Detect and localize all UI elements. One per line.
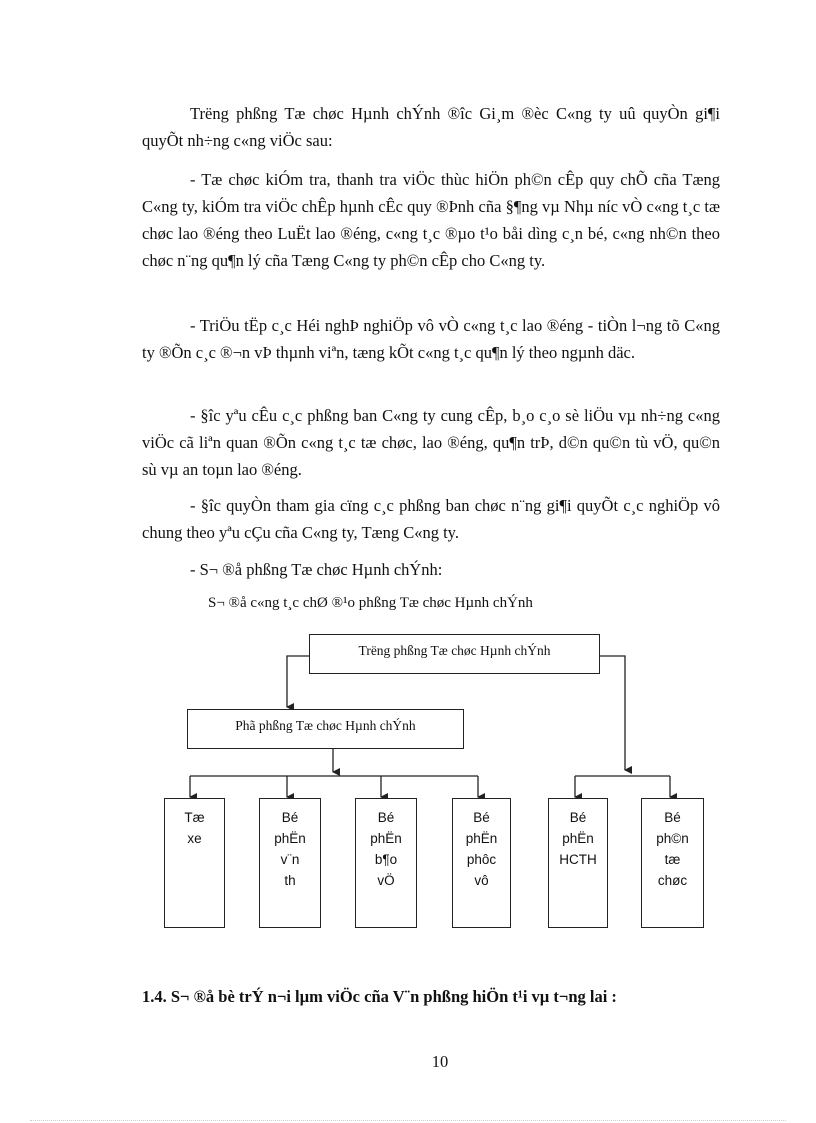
org-box-deputy [187, 709, 464, 749]
leaf-line: phôc [466, 852, 497, 867]
leaf-line: Bé [473, 810, 490, 825]
leaf-line: ph©n [656, 831, 689, 846]
leaf-line: vô [474, 873, 489, 888]
leaf-line: Bé [664, 810, 681, 825]
section-heading: 1.4. S¬ ®å bè trÝ n¬i lµm viÖc cña V¨n phßng hiÖn t¹i vµ t¬ng lai : [142, 987, 617, 1006]
paragraph-conferences: - TriÖu tËp c¸c Héi nghÞ nghiÖp vô vÒ c«ng t¸c lao ®éng - tiÒn l¬ng tõ C«ng ty ®Õn c¸c ®¬n vÞ thµnh viªn, tæng kÕt c«ng t¸c qu¶n lý theo ngµnh däc. [142, 316, 720, 362]
leaf-line: Tæ [184, 810, 205, 825]
leaf-line: Bé [377, 810, 395, 825]
org-box-deputy-label: Phã phßng Tæ chøc Hµnh chÝnh [235, 718, 416, 733]
org-leaf-hcth [548, 798, 608, 928]
leaf-line: Bé [569, 810, 587, 825]
leaf-line: HCTH [559, 852, 597, 867]
org-box-head-label: Trëng phßng Tæ chøc Hµnh chÝnh [358, 643, 551, 658]
paragraph-delegation: Trëng phßng Tæ chøc Hµnh chÝnh ®îc Gi¸m ®èc C«ng ty uû quyÒn gi¶i quyÕt nh÷ng c«ng viÖc sau: [142, 104, 720, 150]
org-leaf-service [452, 798, 511, 928]
paragraph-requests: - §îc yªu cÊu c¸c phßng ban C«ng ty cung cÊp, b¸o c¸o sè liÖu vµ nh÷ng c«ng viÖc cã liªn quan ®Õn c«ng t¸c tæ chøc, lao ®éng, qu¶n trÞ, d©n qu©n tù vÖ, qu©n sù vµ an toµn lao ®éng. [142, 406, 720, 479]
leaf-line: phËn [562, 831, 594, 846]
leaf-line: chøc [657, 873, 688, 888]
leaf-line: xe [187, 831, 202, 846]
leaf-line: phËn [274, 831, 306, 846]
org-leaf-security [355, 798, 417, 928]
leaf-line: Bé [281, 810, 299, 825]
diagram-caption: S¬ ®å c«ng t¸c chØ ®¹o phßng Tæ chøc Hµnh chÝnh [208, 595, 533, 611]
page-number: 10 [431, 1052, 449, 1071]
leaf-line: th [284, 873, 296, 888]
org-leaf-transport [164, 798, 225, 928]
org-leaf-clerical [259, 798, 321, 928]
leaf-line: b¶o [374, 852, 398, 867]
leaf-line: phËn [370, 831, 402, 846]
leaf-line: vÖ [377, 873, 395, 888]
leaf-line: phËn [465, 831, 498, 846]
leaf-line: tæ [664, 852, 681, 867]
paragraph-inspection: - Tæ chøc kiÓm tra, thanh tra viÖc thùc hiÖn ph©n cÊp quy chÕ cña Tæng C«ng ty, kiÓm tra viÖc chÊp hµnh cÊc quy ®Þnh cña §¶ng vµ Nhµ níc vÒ c«ng t¸c tæ chøc lao ®éng theo LuËt lao ®éng, c«ng t¸c ®µo t¹o båi dìng c¸n bé, c«ng nh©n theo chøc n¨ng qu¶n lý cña Tæng C«ng ty ph©n cÊp cho C«ng ty. [142, 170, 720, 270]
leaf-line: v¨n [280, 852, 300, 867]
diagram-intro: - S¬ ®å phßng Tæ chøc Hµnh chÝnh: [190, 560, 443, 579]
org-leaf-organization [641, 798, 704, 928]
page-bottom-rule [30, 1120, 786, 1121]
paragraph-participation: - §îc quyÒn tham gia cïng c¸c phßng ban chøc n¨ng gi¶i quyÕt c¸c nghiÖp vô chung theo yªu cÇu cña C«ng ty, Tæng C«ng ty. [142, 496, 720, 542]
org-box-head [309, 634, 600, 674]
